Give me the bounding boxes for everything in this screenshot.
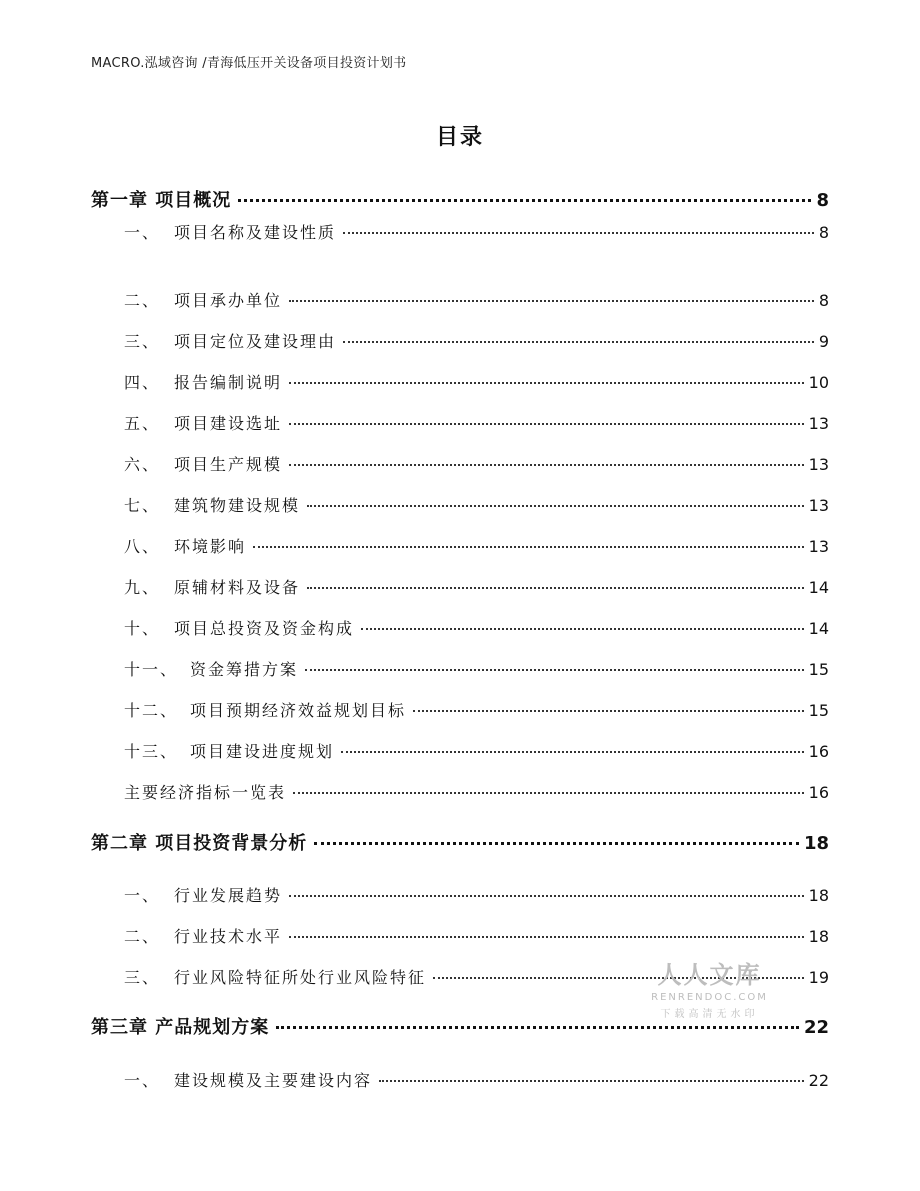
toc-leader-dots <box>305 669 804 671</box>
toc-entry-text: 项目建设选址 <box>174 414 283 433</box>
toc-entry-text: 资金筹措方案 <box>190 660 299 679</box>
toc-entry[interactable] <box>124 883 829 906</box>
toc-entry[interactable] <box>124 493 829 516</box>
toc-entry-number: 四、 <box>124 373 161 392</box>
toc-leader-dots <box>289 936 804 938</box>
toc-page-number: 8 <box>816 190 829 211</box>
toc-entry-number: 一、 <box>124 1071 161 1090</box>
watermark-tagline: 下载高清无水印 <box>660 1009 759 1020</box>
toc-entry-number: 十一、 <box>124 660 179 679</box>
toc-page-number: 13 <box>808 455 829 474</box>
toc-entry[interactable] <box>124 575 829 598</box>
toc-page-number: 8 <box>818 291 829 310</box>
toc-entry-number: 十二、 <box>124 701 179 720</box>
toc-page-number: 18 <box>803 833 829 854</box>
toc-page-number: 9 <box>818 332 829 351</box>
toc-page-number: 8 <box>818 223 829 242</box>
toc-entry-text: 行业发展趋势 <box>174 886 283 905</box>
toc-leader-dots <box>253 546 804 548</box>
toc-leader-dots <box>314 842 799 845</box>
toc-leader-dots <box>289 423 804 425</box>
toc-leader-dots <box>289 895 804 897</box>
toc-entry[interactable] <box>124 780 829 803</box>
toc-page-number: 18 <box>808 886 829 905</box>
toc-page-number: 13 <box>808 537 829 556</box>
toc-page-number: 19 <box>808 968 829 987</box>
toc-title: 目录 <box>435 125 484 150</box>
toc-entry-number: 九、 <box>124 578 161 597</box>
page-header: MACRO.泓域咨询 /青海低压开关设备项目投资计划书 <box>91 56 407 71</box>
toc-entry-text: 环境影响 <box>174 537 247 556</box>
toc-page-number: 14 <box>808 619 829 638</box>
toc-leader-dots <box>307 587 804 589</box>
toc-page-number: 22 <box>808 1071 829 1090</box>
toc-leader-dots <box>343 341 814 343</box>
toc-entry-text: 项目预期经济效益规划目标 <box>190 701 407 720</box>
toc-entry-number: 一、 <box>124 223 161 242</box>
toc-entry-text: 项目建设进度规划 <box>190 742 335 761</box>
toc-page-number: 18 <box>808 927 829 946</box>
toc-leader-dots <box>361 628 804 630</box>
toc-entry-text: 主要经济指标一览表 <box>124 783 287 802</box>
toc-entry[interactable] <box>124 329 829 352</box>
toc-page-number: 16 <box>808 783 829 802</box>
toc-entry[interactable] <box>124 698 829 721</box>
toc-entry-number: 五、 <box>124 414 161 433</box>
toc-page-number: 13 <box>808 496 829 515</box>
toc-entry[interactable] <box>124 534 829 557</box>
toc-entry[interactable] <box>124 924 829 947</box>
toc-entry-text: 项目生产规模 <box>174 455 283 474</box>
toc-entry-number: 三、 <box>124 332 161 351</box>
toc-entry-number: 三、 <box>124 968 161 987</box>
toc-page-number: 22 <box>803 1017 829 1038</box>
toc-entry[interactable] <box>124 452 829 475</box>
toc-entry-number: 七、 <box>124 496 161 515</box>
toc-page-number: 14 <box>808 578 829 597</box>
toc-leader-dots <box>293 792 804 794</box>
toc-page-number: 13 <box>808 414 829 433</box>
toc-entry-text: 报告编制说明 <box>174 373 283 392</box>
toc-page-number: 15 <box>808 660 829 679</box>
toc-entry[interactable] <box>124 220 829 243</box>
toc-leader-dots <box>343 232 814 234</box>
toc-entry-number: 十、 <box>124 619 161 638</box>
watermark <box>622 955 797 1020</box>
toc-entry-number: 十三、 <box>124 742 179 761</box>
toc-entry-number: 八、 <box>124 537 161 556</box>
toc-entry[interactable] <box>124 288 829 311</box>
toc-leader-dots <box>289 382 804 384</box>
toc-chapter-label: 第三章 产品规划方案 <box>91 1017 270 1038</box>
toc-entry[interactable] <box>124 1068 829 1091</box>
toc-chapter-label: 第二章 项目投资背景分析 <box>91 833 308 854</box>
toc-entry-text: 项目承办单位 <box>174 291 283 310</box>
toc-chapter-2[interactable] <box>91 829 829 855</box>
toc-entry-text: 项目定位及建设理由 <box>174 332 337 351</box>
toc-entry-text: 项目名称及建设性质 <box>174 223 337 242</box>
toc-leader-dots <box>341 751 804 753</box>
toc-entry-number: 六、 <box>124 455 161 474</box>
toc-entry[interactable] <box>124 616 829 639</box>
toc-page-number: 10 <box>808 373 829 392</box>
toc-chapter-1[interactable] <box>91 186 829 212</box>
toc-entry-text: 行业技术水平 <box>174 927 283 946</box>
toc-entry-number: 二、 <box>124 291 161 310</box>
toc-entry[interactable] <box>124 411 829 434</box>
toc-leader-dots <box>289 300 814 302</box>
toc-leader-dots <box>379 1080 804 1082</box>
toc-entry-number: 二、 <box>124 927 161 946</box>
toc-entry-text: 项目总投资及资金构成 <box>174 619 355 638</box>
watermark-url: RENRENDOC.COM <box>651 992 768 1003</box>
toc-leader-dots <box>289 464 804 466</box>
toc-entry-text: 原辅材料及设备 <box>174 578 301 597</box>
toc-entry-number: 一、 <box>124 886 161 905</box>
toc-chapter-label: 第一章 项目概况 <box>91 190 232 211</box>
toc-entry-text: 建设规模及主要建设内容 <box>174 1071 373 1090</box>
watermark-logo: 人人文库 <box>657 960 762 989</box>
toc-entry-text: 行业风险特征所处行业风险特征 <box>174 968 427 987</box>
toc-leader-dots <box>276 1026 799 1029</box>
toc-page-number: 16 <box>808 742 829 761</box>
toc-entry[interactable] <box>124 739 829 762</box>
toc-entry[interactable] <box>124 657 829 680</box>
toc-entry[interactable] <box>124 370 829 393</box>
toc-entry-text: 建筑物建设规模 <box>174 496 301 515</box>
toc-leader-dots <box>413 710 804 712</box>
toc-leader-dots <box>238 199 811 202</box>
toc-page-number: 15 <box>808 701 829 720</box>
toc-leader-dots <box>307 505 804 507</box>
